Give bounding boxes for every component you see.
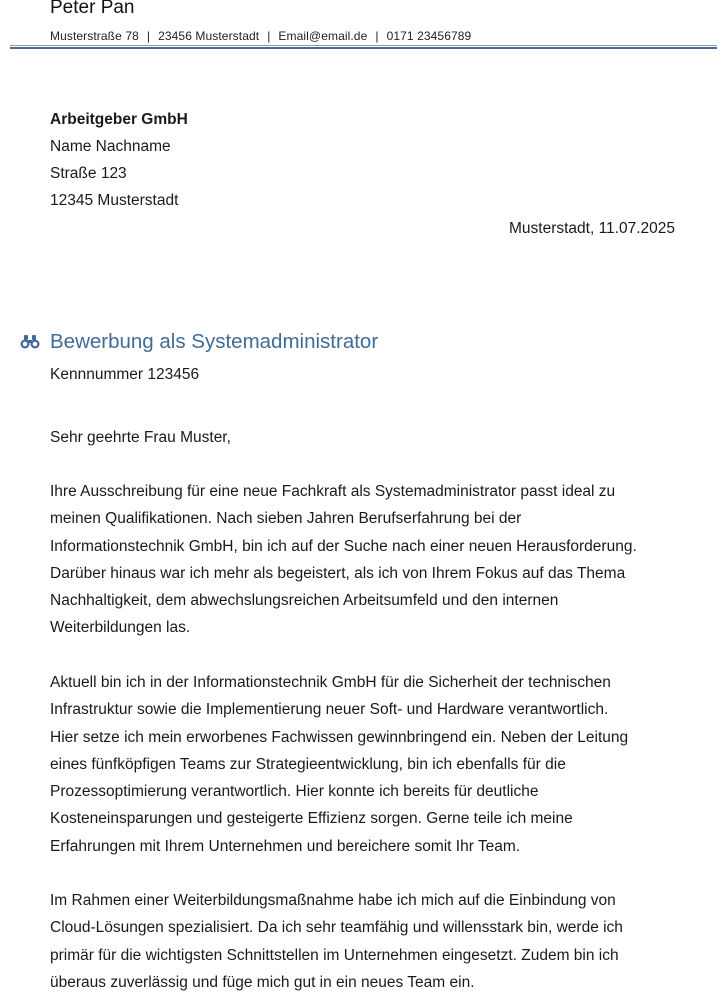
text-line: Infrastruktur sowie die Implementierung neuer Soft- und Hardware verantwortlich. bbox=[50, 701, 609, 719]
separator: | bbox=[146, 29, 151, 43]
text-line: Darüber hinaus war ich mehr als begeistert, als ich von Ihrem Fokus auf das Thema bbox=[50, 564, 626, 582]
recipient-city: 12345 Musterstadt bbox=[50, 192, 179, 209]
text-line: Cloud-Lösungen spezialisiert. Da ich sehr teamfähig und willensstark bin, werde ich bbox=[50, 919, 623, 937]
sender-phone: 0171 23456789 bbox=[386, 29, 472, 43]
text-line: eines fünfköpfigen Teams zur Strategieentwicklung, bin ich ebenfalls für die bbox=[50, 755, 566, 773]
recipient-street: Straße 123 bbox=[50, 165, 127, 182]
text-line: Kosteneinsparungen und gesteigerte Effizienz sorgen. Gerne teile ich meine bbox=[50, 810, 573, 828]
text-line: überaus zuverlässig und füge mich gut in ein neues Team ein. bbox=[50, 973, 475, 991]
text-line: Nachhaltigkeit, dem abwechslungsreichen Arbeitsumfeld und den internen bbox=[50, 592, 559, 610]
text-line: Weiterbildungen las. bbox=[50, 619, 191, 637]
subject-title: Bewerbung als Systemadministrator bbox=[50, 330, 379, 353]
text-line: Prozessoptimierung verantwortlich. Hier konnte ich bereits für deutliche bbox=[50, 783, 539, 801]
sender-contact-line bbox=[50, 29, 471, 43]
subject-line bbox=[20, 327, 378, 357]
text-line: meinen Qualifikationen. Nach sieben Jahren Berufserfahrung bei der bbox=[50, 510, 522, 528]
recipient-address-block bbox=[50, 106, 188, 214]
text-line: Aktuell bin ich in der Informationstechnik GmbH für die Sicherheit der technischen bbox=[50, 674, 611, 691]
text-line: Hier setze ich mein erworbenes Fachwissen gewinnbringend ein. Neben der Leitung bbox=[50, 728, 629, 746]
body-paragraph-1 bbox=[50, 478, 690, 642]
text-line: Informationstechnik GmbH, bin ich auf der Suche nach einer neuen Herausforderung. bbox=[50, 537, 637, 555]
text-line: Erfahrungen mit Ihrem Unternehmen und bereichere somit Ihr Team. bbox=[50, 837, 521, 855]
sender-name: Peter Pan bbox=[50, 0, 135, 18]
separator: | bbox=[267, 29, 271, 43]
binoculars-icon bbox=[20, 335, 40, 349]
body-paragraph-3 bbox=[50, 887, 690, 996]
text-line: Ihre Ausschreibung für eine neue Fachkraft als Systemadministrator passt ideal zu bbox=[50, 483, 616, 500]
reference-number: Kennnummer 123456 bbox=[50, 366, 200, 383]
sender-email: Email@email.de bbox=[278, 29, 368, 43]
header-rule-thick bbox=[10, 47, 717, 49]
text-line: Im Rahmen einer Weiterbildungsmaßnahme habe ich mich auf die Einbindung von bbox=[50, 892, 616, 909]
salutation: Sehr geehrte Frau Muster, bbox=[50, 429, 231, 446]
recipient-contact: Name Nachname bbox=[50, 138, 171, 155]
recipient-company: Arbeitgeber GmbH bbox=[50, 111, 188, 128]
separator: | bbox=[375, 29, 379, 43]
text-line: primär für die wichtigsten Schnittstellen im Unternehmen eingesetzt. Zudem bin ich bbox=[50, 946, 619, 964]
body-paragraph-2 bbox=[50, 669, 690, 860]
header-rule-thin bbox=[10, 45, 717, 46]
sender-city: 23456 Musterstadt bbox=[158, 29, 260, 43]
sender-address: Musterstraße 78 bbox=[50, 29, 139, 43]
letter-date: Musterstadt, 11.07.2025 bbox=[508, 220, 675, 237]
